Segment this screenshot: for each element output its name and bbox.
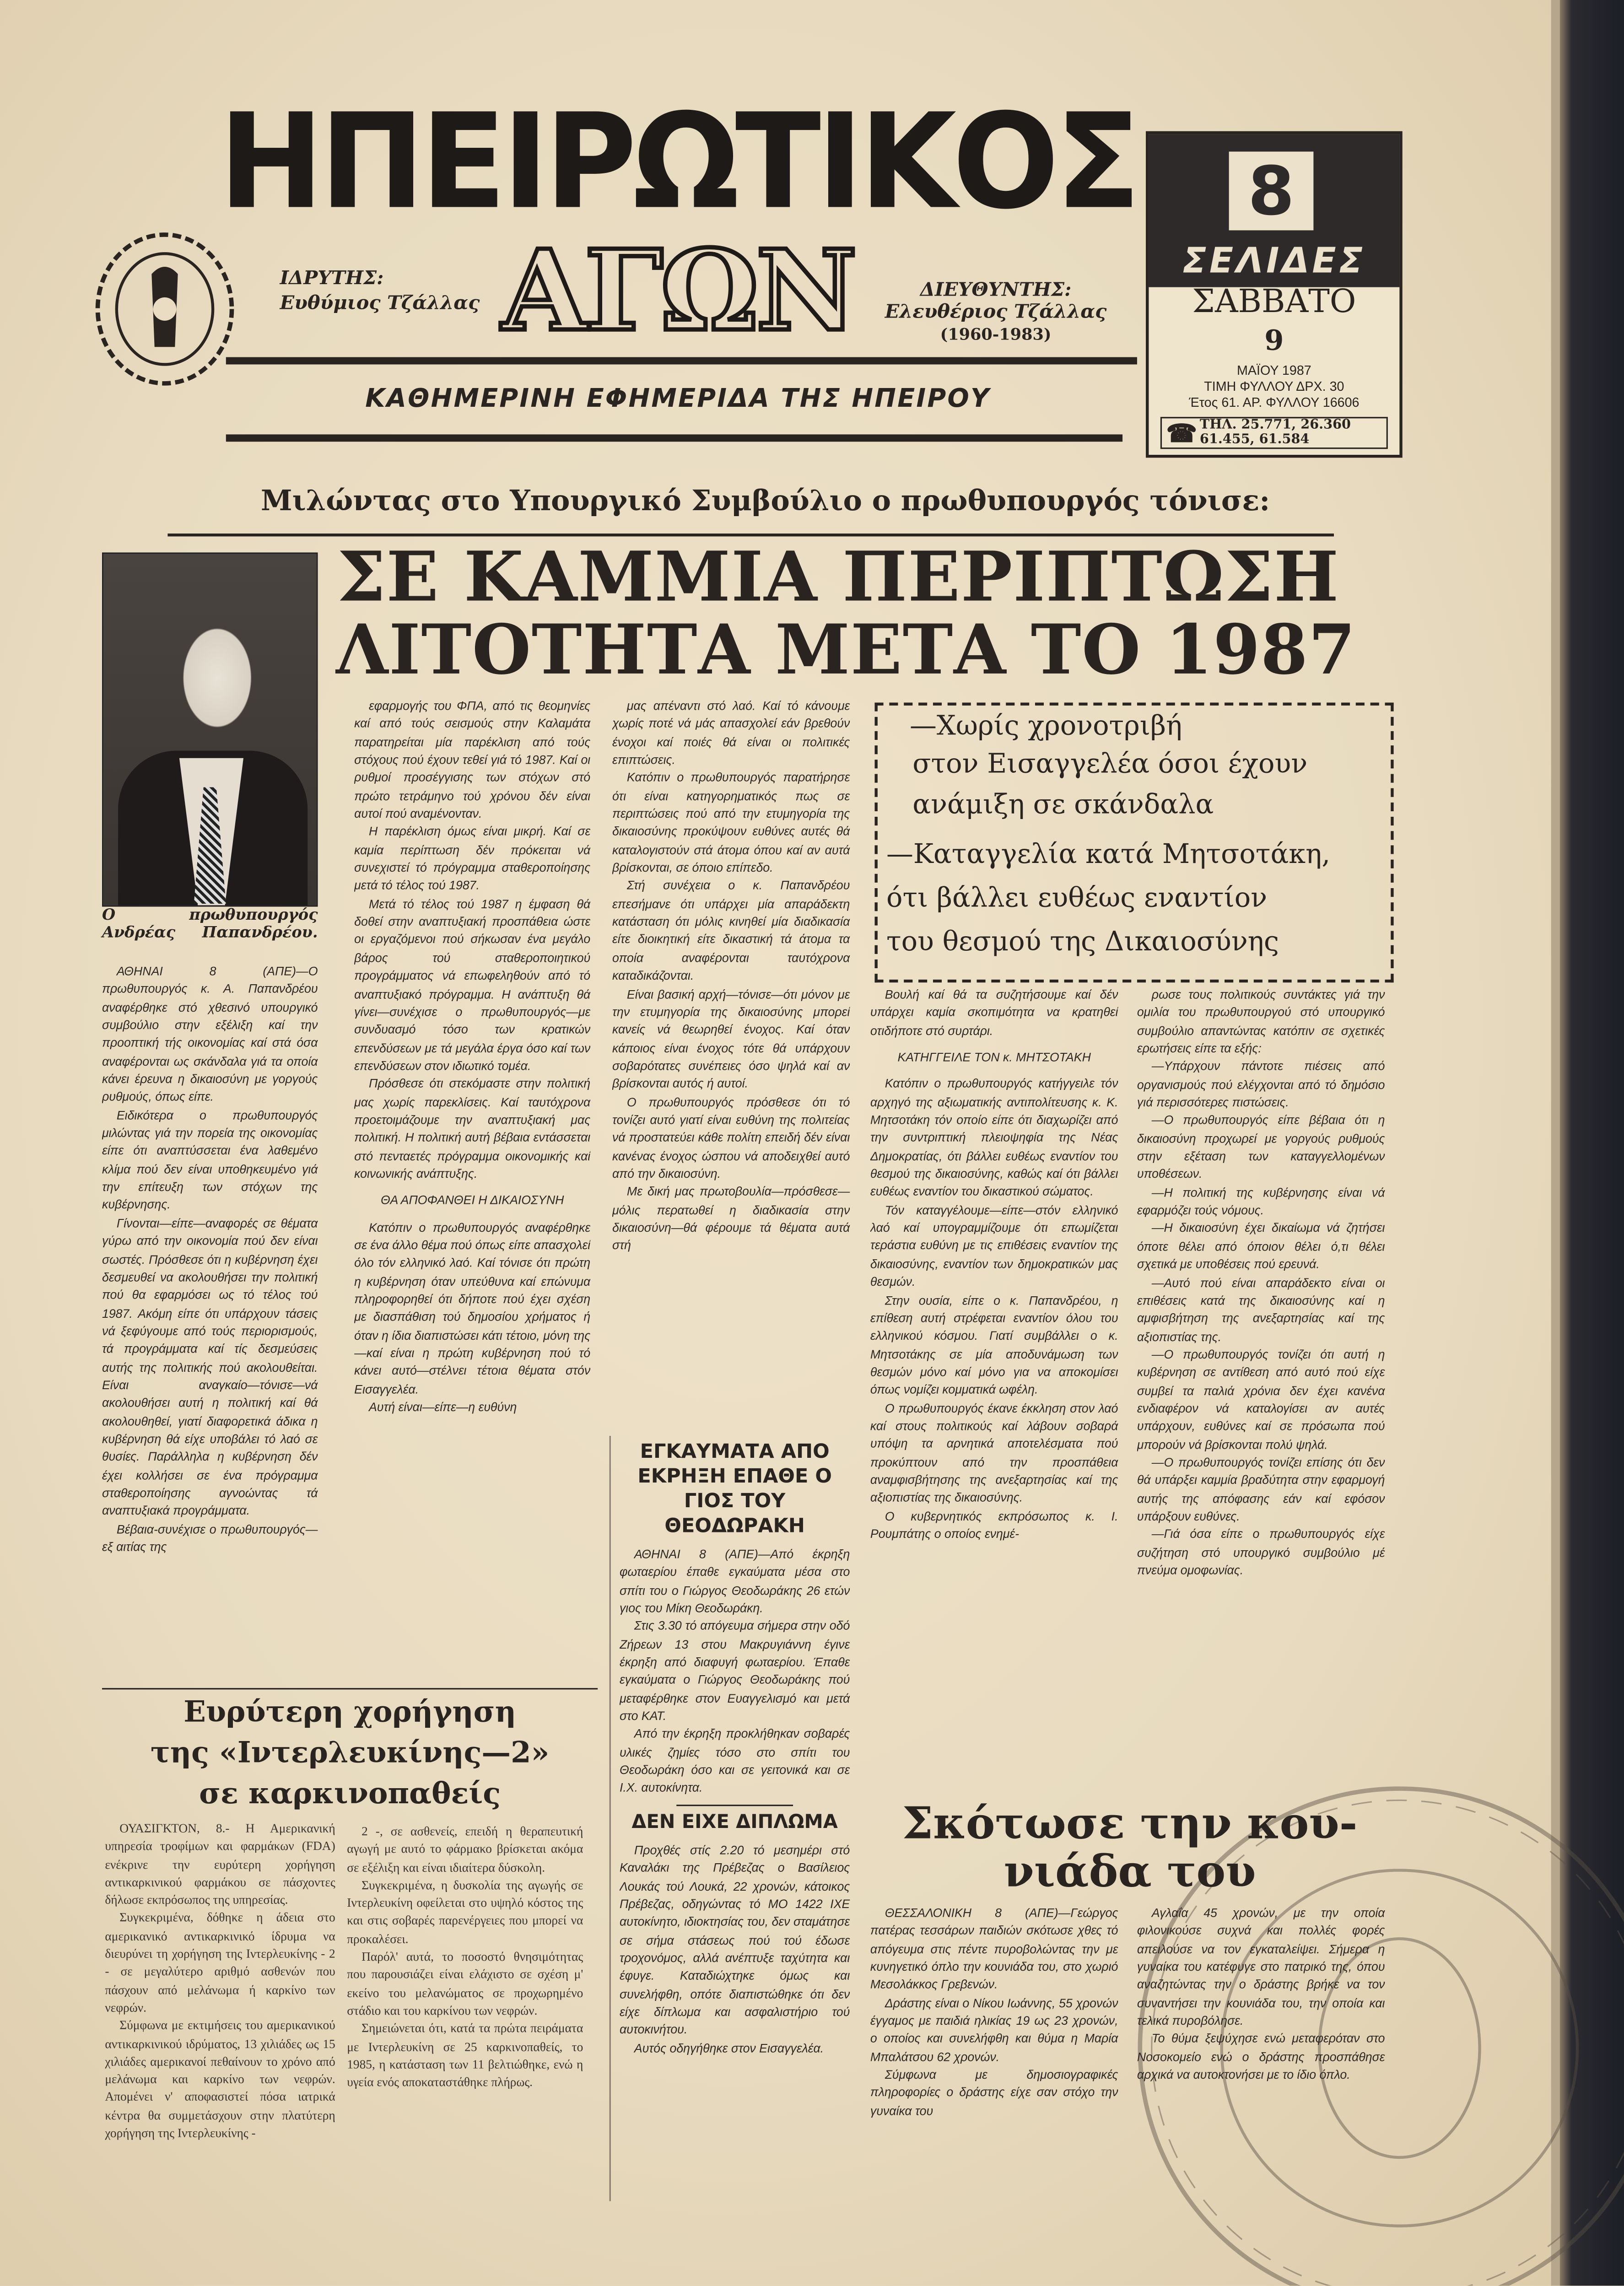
paragraph: Προχθές στίς 2.20 τό μεσημέρι στό Καναλάκι της Πρέβεζας ο Βασίλειος Λουκάς τού Λουκά, 22 χρονών, κάτοικος Πρέβεζας, οδηγώντας τό ΜΟ 1422 ΙΧΕ αυτοκίνητο, ιδιοκτησίας του, δεν σταμάτησε σε σήμα στάσεως πού τού έδωσε τροχονόμος, αλλά ανέπτυξε ταχύτητα και έφυγε. Καταδιώχτηκε όμως και συνελήφθη, οπότε διαπιστώθηκε ότι δεν είχε δίπλωμα και ασφαλιστήριο τού αυτοκινήτου. xyxy=(619,1842,850,2037)
paragraph: ΟΥΑΣΙΓΚΤΟΝ, 8.- Η Αμερικανική υπηρεσία τροφίμων και φαρμάκων (FDA) ενέκρινε την ευρύτερη χορήγηση αντικαρκινικού φαρμάκου σε πάσχοντες δήλωσε εκπρόσωπος της υπηρεσίας. xyxy=(105,1821,335,1907)
box-line: ότι βάλλει ευθέως εναντίον xyxy=(886,883,1268,914)
paragraph: Αυτός οδηγήθηκε στον Εισαγγελέα. xyxy=(634,2040,824,2055)
paragraph: Πρόσθεσε ότι στεκόμαστε στην πολιτική μας χωρίς παρεκλίσεις. Καί ταυτόχρονα προετοιμάζουμε την αναπτυξιακή μας πολιτική. Η πολιτική αυτή βέβαια εντάσσεται στό πενταετές πρόγραμμα οικονομικής καί κοινωνικής ανάπτυξης. xyxy=(354,1076,591,1181)
paragraph: Ο κυβερνητικός εκπρόσωπος κ. Ι. Ρουμπάτης ο οποίος ενημέ- xyxy=(870,1508,1118,1541)
paragraph: εφαρμογής του ΦΠΑ, από τις θεομηνίες καί από τούς σεισμούς στην Καλαμάτα παρατηρείται μία παρέκλιση από τούς στόχους πού έχουν τεθεί γιά τό 1987. Καί οι ρυθμοί προσέγγισης των στόχων στό πρώτο τετράμηνο τού χρόνου δέν είναι αυτοί πού αναμένονταν. xyxy=(354,698,591,821)
paragraph: Σημειώνεται ότι, κατά τα πρώτα πειράματα με Ιντερλευκίνη σε 25 καρκινοπαθείς, το 1985, η κατάσταση των 11 βελτιώθηκε, ενώ η υγεία ενός αποκαταστάθηκε πλήρως. xyxy=(347,2021,583,2089)
founder-label: ΙΔΡΥΤΗΣ: xyxy=(280,268,384,290)
paragraph: Με δική μας πρωτοβουλία—πρόσθεσε—μόλις περατωθεί η διαδικασία στην δικαιοσύνη—θά φέρουμε τά θέματα αυτά στή xyxy=(612,1184,850,1253)
main-column-3 xyxy=(612,697,850,1433)
box-line: —Χωρίς χρονοτριβή xyxy=(909,711,1182,742)
director-name: Ελευθέριος Τζάλλας xyxy=(885,302,1107,324)
kicker-rule xyxy=(167,534,1334,536)
main-column-2 xyxy=(354,697,590,1679)
phone-box xyxy=(1160,417,1388,449)
column-divider xyxy=(610,1436,611,2201)
prime-minister-photo xyxy=(102,552,318,906)
paragraph: Ειδικότερα ο πρωθυπουργός μιλώντας γιά την πορεία της οικονομίας είπε ότι αναπτύσσεται ένα λαθεμένο κλίμα πού δεν είναι υποθηκευμένο γιά την επίτευξη των στόχων της κυβέρνησης. xyxy=(102,1107,318,1212)
paragraph: —Αυτό πού είναι απαράδεκτο είναι οι επιθέσεις κατά της δικαιοσύνης καί η αμφισβήτηση της ανεξαρτησίας καί της αξιοπιστίας της. xyxy=(1137,1274,1385,1343)
interleukin-column-2 xyxy=(347,1822,583,2208)
headline-line-1: ΣΕ ΚΑΜΜΙΑ ΠΕΡΙΠΤΩΣΗ xyxy=(337,538,1339,618)
license-headline: ΔΕΝ ΕΙΧΕ ΔΙΠΛΩΜΑ xyxy=(631,1812,838,1834)
seal-logo-icon xyxy=(93,230,236,388)
pages-number: 8 xyxy=(1229,151,1314,230)
main-column-5 xyxy=(1137,986,1385,1795)
founder-credit xyxy=(280,267,480,316)
paragraph: —Η δικαιοσύνη έχει δικαίωμα νά ζητήσει όποτε θέλει από όποιον θέλει ό,τι θέλει σχετικά με υποθέσεις πού ερευνά. xyxy=(1137,1221,1385,1272)
phone-line-2: 61.455, 61.584 xyxy=(1199,433,1310,448)
paragraph: Συγκεκριμένα, δόθηκε η άδεια στο αμερικανικό αντικαρκινικό ίδρυμα να διευρύνει τη χορήγηση της Ιντερλευκίνης - 2 - σε μεγαλύτερο αριθμό ασθενών που πάσχουν από μελάνωμα ή καρκίνο των νεφρών. xyxy=(105,1910,335,2015)
headline-line: νιάδα του xyxy=(1004,1847,1256,1898)
paragraph: —Ο πρωθυπουργός είπε βέβαια ότι η δικαιοσύνη προχωρεί με γοργούς ρυθμούς στην εξέταση των καταγγελλομένων υποθέσεων. xyxy=(1137,1113,1385,1181)
paragraph: Κατόπιν ο πρωθυπουργός κατήγγειλε τόν αρχηγό της αξιωματικής αντιπολίτευσης κ. Κ. Μητσοτάκη τόν οποίο είπε ότι διαχωρίζει από την συντριπτική πλειοψηφία της Νέας Δημοκρατίας, ότι βάλλει ευθέως εναντίον του θεσμού της δικαιοσύνης, καθώς καί ότι βάλλει ευθέως εναντίον του δικαστικού σώματος. xyxy=(870,1076,1118,1199)
paragraph: Το θύμα ξεψύχησε ενώ μεταφερόταν στο Νοσοκομείο ενώ ο δράστης προσπάθησε αρχικά να αυτοκτονήσει με το ίδιο όπλο. xyxy=(1137,2031,1385,2082)
subheading: ΚΑΤΗΓΓΕΙΛΕ ΤΟΝ κ. ΜΗΤΣΟΤΑΚΗ xyxy=(897,1049,1091,1064)
main-kicker: Μιλώντας στο Υπουργικό Συμβούλιο ο πρωθυπουργός τόνισε: xyxy=(260,484,1270,518)
paragraph: Στή συνέχεια ο κ. Παπανδρέου επεσήμανε ότι υπάρχει μία απαράδεκτη κατάσταση ότι μόλις κινηθεί μία διαδικασία είτε διοικητική είτε δικαστική τά άτομα τα οποία αναφέρονται ταυτόχρονα καταδικάζονται. xyxy=(612,878,850,983)
theodorakis-body xyxy=(620,1545,850,1797)
weekday: ΣΑΒΒΑΤΟ xyxy=(1192,284,1356,321)
paragraph: Συγκεκριμένα, η δυσκολία της αγωγής σε Ιντερλευκίνη οφείλεται στο υψηλό κόστος της και στις σοβαρές παρενέργειες που μπορεί να προκαλέσει. xyxy=(347,1877,583,1946)
paragraph: Βουλή καί θά τα συζητήσουμε καί δέν υπάρχει καμία σκοπιμότητα να κρατηθεί οτιδήποτε στό συρτάρι. xyxy=(870,987,1118,1038)
paragraph: Ο πρωθυπουργός έκανε έκκληση στον λαό καί στους πολιτικούς καί λάβουν σοβαρά υπόψη τα αρνητικά αποτελέσματα πού προκύπτουν από την προσπάθεια αναμφισβήτησης της ανεξαρτησίας καί της αξιοπιστίας της δικαιοσύνης. xyxy=(870,1400,1118,1505)
paragraph: Σύμφωνα με εκτιμήσεις του αμερικανικού αντικαρκινικού ιδρύματος, 13 χιλιάδες ως 15 χιλιάδες αμερικανοί πεθαίνουν το χρόνο από μελάνωμα και καρκίνο των νεφρών. Απομένει ν' αποφασιστεί πόσα ιατρικά κέντρα θα συμμετάσχουν στην πλατύτερη χορήγηση της Ιντερλευκίνης - xyxy=(105,2017,335,2140)
paragraph: Κατόπιν ο πρωθυπουργός παρατήρησε ότι είναι κατηγορηματικός πως σε περιπτώσεις πού από την ετυμηγορία της δικαιοσύνης προκύψουν ευθύνες αυτές θά καταλογιστούν στά άτομα όπου καί αν αυτά βρίσκονται, σε όποιο επίπεδο. xyxy=(612,770,850,875)
story-divider xyxy=(676,1804,793,1806)
paragraph: Στην ουσία, είπε ο κ. Παπανδρέου, η επίθεση αυτή στρέφεται εναντίον όλου του ελληνικού κόσμου. Γιατί συμβάλλει ο κ. Μητσοτάκης σε μία αποδυνάμωση των θεσμών μόνο καί μόνο για να αποκομίσει όπως νομίζει κομματικά ωφέλη. xyxy=(870,1292,1118,1397)
pages-banner xyxy=(1149,134,1399,287)
paragraph: —Η πολιτική της κυβέρνησης είναι νά εφαρμόζει τούς νόμους. xyxy=(1137,1185,1385,1218)
box-line: —Καταγγελία κατά Μητσοτάκη, xyxy=(886,840,1331,870)
month-year: ΜΑΪΟΥ 1987 xyxy=(1237,363,1311,378)
paragraph: Δράστης είναι ο Νίκου Ιωάννης, 55 χρονών έγγαμος με παιδιά ηλικίας 19 ως 23 χρονών, ο οποίος και συνελήφθη και θύμα η Μαρία Μπαλάτσου 62 χρονών. xyxy=(870,1995,1118,2064)
tagline: ΚΑΘΗΜΕΡΙΝΗ ΕΦΗΜΕΡΙΔΑ ΤΗΣ ΗΠΕΙΡΟΥ xyxy=(365,385,991,414)
paragraph: Βέβαια-συνέχισε ο πρωθυπουργός—εξ αιτίας της xyxy=(102,1521,318,1554)
masthead-title: ΗΠΕΙΡΩΤΙΚΟΣ xyxy=(218,86,1137,239)
paragraph: Μετά τό τέλος τού 1987 η έμφαση θά δοθεί στην αναπτυξιακή προσπάθεια ώστε οι εργαζόμενοι πού σήκωσαν ένα μεγάλο βάρος τού σταθεροποιητικού προγράμματος νά επωφεληθούν από τό αναπτυξιακό πρόγραμμα. Η ανάπτυξη θά γίνει—συνέχισε ο πρωθυπουργός—με συνδυασμό τόσο των κρατικών επενδύσεων με τά μεγάλα έργα όσο καί των επενδύσεων στον ιδιωτικό τομέα. xyxy=(354,896,591,1073)
box-line: του θεσμού της Δικαιοσύνης xyxy=(886,927,1279,958)
paragraph: Αυτή είναι—είπε—η ευθύνη xyxy=(369,1399,517,1414)
director-label: ΔΙΕΥΘΥΝΤΗΣ: xyxy=(920,280,1072,302)
headline-line: Σκότωσε την κου- xyxy=(902,1799,1358,1850)
theodorakis-headline: ΕΓΚΑΥΜΑΤΑ ΑΠΟ ΕΚΡΗΞΗ ΕΠΑΘΕ Ο ΓΙΟΣ ΤΟΥ ΘΕΟΔΩΡΑΚΗ xyxy=(637,1440,832,1538)
telephone-icon: ☎ xyxy=(1166,420,1198,449)
paragraph: Από την έκρηξη προκλήθηκαν σοβαρές υλικές ζημίες τόσο στο σπίτι του Θεοδωράκη όσο και σε γειτονικά και σε Ι.Χ. αυτοκίνητα. xyxy=(619,1726,850,1795)
main-headline xyxy=(328,538,1356,691)
interleukin-headline xyxy=(102,1691,598,1814)
phone-line-1: ΤΗΛ. 25.771, 26.360 xyxy=(1199,418,1351,433)
paragraph: Στις 3.30 τό απόγευμα σήμερα στην οδό Ζήρεων 13 στου Μακρυγιάννη έγινε έκρηξη από διαφυγή φωταερίου. Έπαθε εγκαύματα ο Γιώργος Θεοδωράκης πού μεταφέρθηκε στον Ευαγγελισμό και μετά στο ΚΑΤ. xyxy=(619,1618,850,1723)
murder-headline xyxy=(870,1800,1389,1896)
paragraph: ΑΘΗΝΑΙ 8 (ΑΠΕ)—Ο πρωθυπουργός κ. Α. Παπανδρέου αναφέρθηκε στό χθεσινό υπουργικό συμβούλιο στην εξέλιξη καί την προοπτική τής οικονομίας καί στά όσα αναφέρονται ως σκάνδαλα γιά τα οποία κάνει έρευνα η δικαιοσύνη με γοργούς ρυθμούς, όπως είπε. xyxy=(102,963,318,1104)
main-column-1 xyxy=(102,962,318,1684)
paragraph: Κατόπιν ο πρωθυπουργός αναφέρθηκε σε ένα άλλο θέμα πού όπως είπε απασχολεί όλο τόν ελληνικό λαό. Καί τόνισε ότι πρώτη η κυβέρνηση όταν υπεύθυνα καί επώνυμα πληροφορηθεί ότι δήποτε πού έχει σχέση με διασπάθιση τού δημοσίου χρήματος ή όταν η ίδια διαπιστώσει κάτι τέτοιο, μόνη της—καί είναι η πρώτη κυβέρνηση πού τό κάνει αυτό—στέλνει τέτοια θέματα στόν Εισαγγελέα. xyxy=(354,1219,591,1396)
headline-line: σε καρκινοπαθείς xyxy=(199,1775,501,1811)
paragraph: Η παρέκλιση όμως είναι μικρή. Καί σε καμία περίπτωση δέν πρόκειται νά συνεχιστεί τό πρόγραμμα σταθεροποίησης μετά τό τέλος τού 1987. xyxy=(354,824,591,893)
murder-column-2 xyxy=(1137,1904,1385,2207)
paragraph: —Υπάρχουν πάντοτε πιέσεις από οργανισμούς πού ελέγχονται από τό δημόσιο γιά περισσότερες πιστώσεις. xyxy=(1137,1059,1385,1110)
interleukin-column-1 xyxy=(105,1819,335,2210)
box-line: στον Εισαγγελέα όσοι έχουν xyxy=(912,749,1308,780)
highlight-box xyxy=(874,703,1393,983)
director-credit xyxy=(885,280,1107,345)
headline-line: Ευρύτερη χορήγηση xyxy=(183,1693,516,1729)
headline-line: της «Ιντερλευκίνης—2» xyxy=(150,1735,550,1770)
paragraph: μας απέναντι στό λαό. Καί τό κάνουμε χωρίς ποτέ νά μάς απασχολεί εάν βρεθούν ένοχοι καί ποιές θά είναι οι πολιτικές επιπτώσεις. xyxy=(612,698,850,767)
paragraph: —Γιά όσα είπε ο πρωθυπουργός είχε συζήτηση στό υπουργικό συμβούλιο μέ πνεύμα ομοφωνίας. xyxy=(1137,1526,1385,1578)
license-body xyxy=(620,1841,850,2205)
masthead-rule-bottom xyxy=(226,434,1122,442)
paragraph: Είναι βασική αρχή—τόνισε—ότι μόνον με την ετυμηγορία της δικαιοσύνης μπορεί κανείς νά θεωρηθεί ένοχος. Καί όταν κάποιος είναι ένοχος τότε θά υπάρχουν σοβαρότατες συνέπειες όσο ψηλά καί αν βρίσκονται αυτός ή αυτοί. xyxy=(612,986,850,1091)
photo-caption: Ο πρωθυπουργός Ανδρέας Παπανδρέου. xyxy=(102,906,318,942)
paragraph: —Ο πρωθυπουργός τονίζει επίσης ότι δεν θά υπάρξει καμμία βραδύτητα στην εφαρμογή αυτής της απόφασης εάν καί εφόσον υπάρξουν ευθύνες. xyxy=(1137,1455,1385,1524)
director-years: (1960-1983) xyxy=(940,325,1052,344)
paragraph: Τόν καταγγέλουμε—είπε—στόν ελληνικό λαό καί υπογραμμίζουμε ότι επωμίζεται τεράστια ευθύνη με τις επιθέσεις εναντίον της δικαιοσύνης, εναντίον των δημοκρατικών μας θεσμών. xyxy=(870,1202,1118,1289)
paragraph: ρωσε τους πολιτικούς συντάκτες γιά την ομιλία του πρωθυπουργού στό υπουργικό συμβούλιο απαντώντας κατόπιν σε σχετικές ερωτήσεις είπε τα εξής: xyxy=(1137,987,1385,1056)
paragraph: Γίνονται—είπε—αναφορές σε θέματα γύρω από την οικονομία πού δεν είναι σωστές. Πρόσθεσε ότι η κυβέρνηση έχει δεσμευθεί να ακολουθήσει την πολιτική πού θα εφαρμόσει ως τό τέλος τού 1987. Ακόμη είπε ότι υπάρχουν τάσεις νά ξεφύγουμε από τούς περιορισμούς, τά προγράμματα καί τίς δεσμεύσεις αυτής της πολιτικής πού ακολουθείται. Είναι αναγκαίο—τόνισε—νά ακολουθήσει αυτή η πολιτική καί θά ακολουθηθεί, γιατί διαφορετικά άδικα η κυβέρνηση θά είχε υποβάλει τό λαό σε θυσίες. Παράλληλα η κυβέρνηση δέν έχει κολλήσει σε ένα πρόγραμμα σταθεροποίησης αγνοώντας τά αναπτυξιακά προγράμματα. xyxy=(102,1215,318,1518)
brief-news-stack xyxy=(620,1440,850,2206)
main-column-4 xyxy=(870,986,1118,1795)
paragraph: 2 -, σε ασθενείς, επειδή η θεραπευτική αγωγή με αυτό το φάρμακο βρίσκεται ακόμα σε εξέλιξη και είναι ιδιαίτερα δύσκολη. xyxy=(347,1823,583,1874)
subheading: ΘΑ ΑΠΟΦΑΝΘΕΙ Η ΔΙΚΑΙΟΣΥΝΗ xyxy=(380,1192,564,1208)
story-divider xyxy=(102,1688,598,1689)
issue-number: Έτος 61. ΑΡ. ΦΥΛΛΟΥ 16606 xyxy=(1189,395,1360,410)
masthead-rule xyxy=(226,357,1137,365)
paragraph: ΑΘΗΝΑΙ 8 (ΑΠΕ)—Από έκρηξη φωταερίου έπαθε εγκαύματα μέσα στο σπίτι του ο Γιώργος Θεοδωράκης 26 ετών γιος του Μίκη Θεοδωράκη. xyxy=(619,1547,850,1615)
box-line: ανάμιξη σε σκάνδαλα xyxy=(912,790,1214,821)
headline-line-2: ΛΙΤΟΤΗΤΑ ΜΕΤΑ ΤΟ 1987 xyxy=(336,610,1356,691)
paragraph: Αγλαΐα 45 χρονών, με την οποία φιλονικούσε συχνά και πολλές φορές απειλούσε να τον εγκαταλείψει. Σήμερα η γυναίκα του κατέφυγε στο πατρικό της, όπου αναζητώντας την ο δράστης βρήκε να τον συναντήσει την κουνιάδα του, την οποία και τελικά πυροβόλησε. xyxy=(1137,1905,1385,2028)
price: ΤΙΜΗ ΦΥΛΛΟΥ ΔΡΧ. 30 xyxy=(1204,379,1344,394)
paragraph: Ο πρωθυπουργός πρόσθεσε ότι τό τονίζει αυτό γιατί είναι ευθύνη της πολιτείας νά προστατεύει κάθε πολίτη επειδή δέν είναι κανένας ένοχος ώσπου νά αποδειχθεί αυτό από την δικαιοσύνη. xyxy=(612,1094,850,1181)
founder-name: Ευθύμιος Τζάλλας xyxy=(280,293,480,315)
paragraph: —Ο πρωθυπουργός τονίζει ότι αυτή η κυβέρνηση σε αντίθεση από αυτό πού είχε συμβεί τα παλιά χρόνια δεν έχει κανένα ενδιαφέρον νά καταλογίσει αν αυτές υπάρχουν, ευθύνες καί σε πρόσωπα πού μπορούν νά βρίσκονται πολύ ψηλά. xyxy=(1137,1347,1385,1451)
masthead-subtitle: ΑΓΩΝ xyxy=(501,226,854,356)
pages-label: ΣΕΛΙΔΕΣ xyxy=(1182,240,1366,281)
date-box xyxy=(1146,131,1403,458)
paragraph: Παρόλ' αυτά, το ποσοστό θνησιμότητας που παρουσιάζει είναι ελάχιστο σε σχέση μ' εκείνο του μελανώματος σε προχωρημένο στάδιο και του καρκίνου των νεφρών. xyxy=(347,1949,583,2018)
murder-column-1 xyxy=(870,1904,1118,2207)
paragraph: Σύμφωνα με δημοσιογραφικές πληροφορίες ο δράστης είχε σαν στόχο την γυναίκα του xyxy=(870,2067,1118,2118)
date-number: 9 xyxy=(1264,325,1284,357)
paragraph: ΘΕΣΣΑΛΟΝΙΚΗ 8 (ΑΠΕ)—Γεώργος πατέρας τεσσάρων παιδιών σκότωσε χθες τό απόγευμα στις πέντε πυροβολώντας την με κυνηγετικό όπλο την κουνιάδα του, στο χωριό Μεσολάκκος Γρεβενών. xyxy=(870,1905,1118,1992)
